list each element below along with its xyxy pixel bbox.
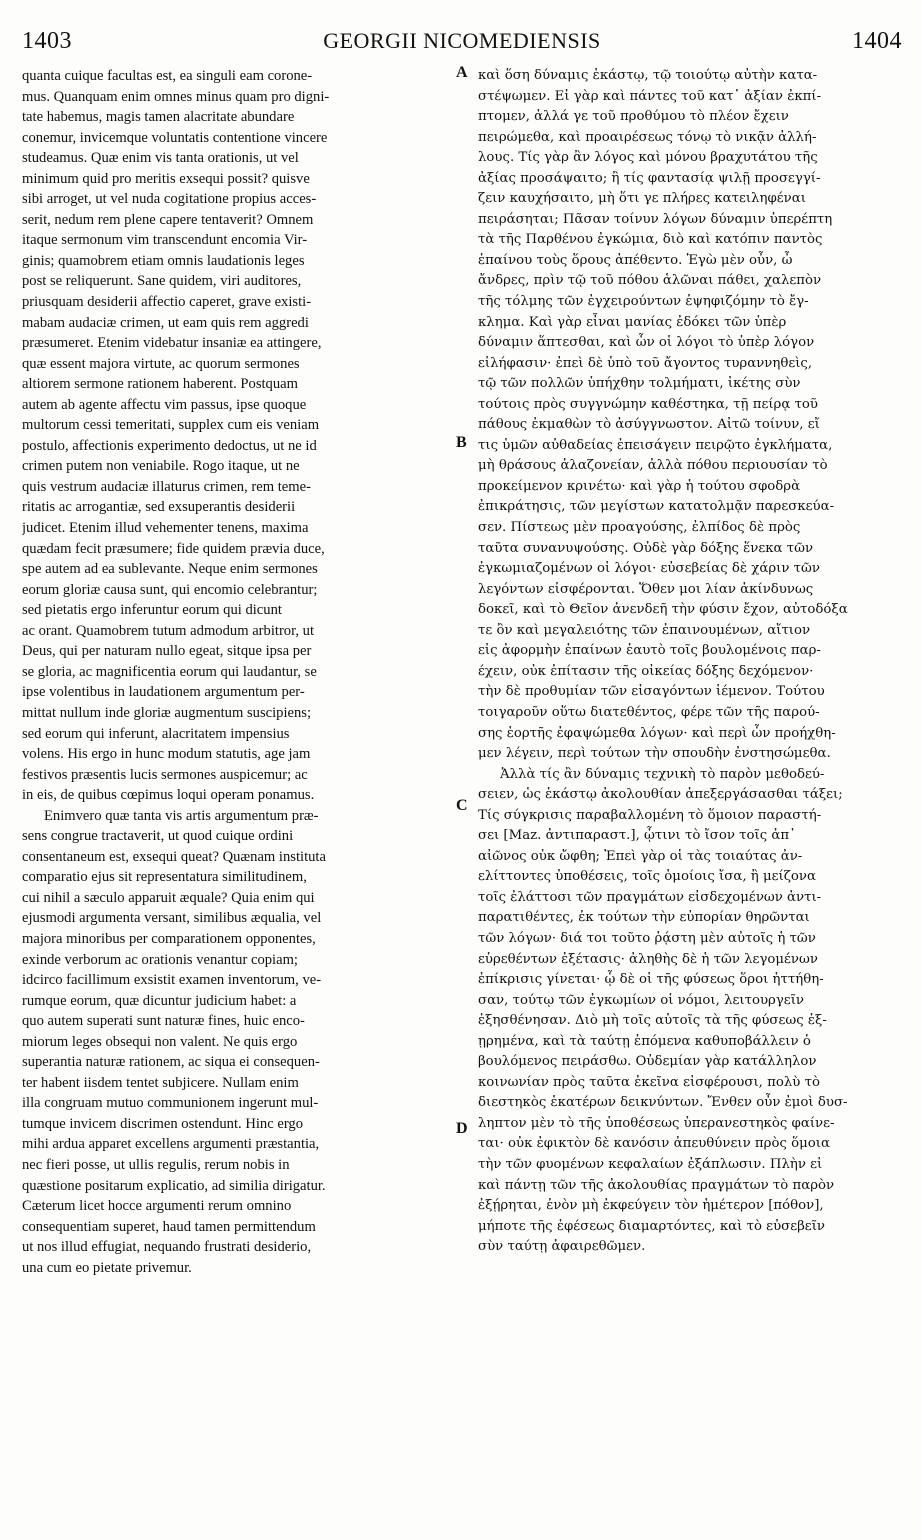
text-line: αἰῶνος οὐκ ὤφθη; Ἐπεὶ γὰρ οἱ τὰς τοιαύτας ἀν- — [478, 848, 803, 864]
text-line: quæstione positarum explicatio, ad similia dirigatur. — [22, 1177, 326, 1194]
text-line: ελίττοντες ὑποθέσεις, τοῖς ὁμοίοις ἴσα, ἢ μείζονα — [478, 869, 816, 885]
text-line: ληπτον μὲν τὸ τῆς ὑποθέσεως ὑπερανεστηκὸς φαίνε- — [478, 1115, 835, 1131]
text-line: studeamus. Quæ enim vis tanta orationis, ut vel — [22, 150, 299, 167]
text-line: festivos præsentis lucis sermones auspicemur; ac — [22, 766, 308, 783]
text-line: κοινωνίαν πρὸς ταῦτα ἐκεῖνα εἰσφέρουσι, πολὺ τὸ — [478, 1074, 820, 1090]
text-line: ἐγκωμιαζομένων οἱ λόγοι· εὐσεβείας δὲ χάριν τῶν — [478, 561, 820, 577]
text-line: in eis, de quibus cœpimus loqui operam ponamus. — [22, 787, 315, 804]
text-line: eorum gloriæ causa sunt, qui encomio celebrantur; — [22, 581, 318, 598]
text-line: cui nihil a sæculo apparuit æquale? Quia enim qui — [22, 889, 315, 906]
text-line: τὰ τῆς Παρθένου ἐγκώμια, διὸ καὶ κατόπιν παντὸς — [478, 232, 823, 248]
text-line: έχειν, οὐκ ἐπίτασιν τῆς οἰκείας δόξης δεχόμενον· — [478, 663, 814, 679]
text-line: mabam audaciæ crimen, ut eam quis rem aggredi — [22, 314, 309, 331]
text-line: multorum cessi temeritati, supplex cum eis veniam — [22, 417, 320, 434]
text-line: conemur, invicemque voluntatis contentione vincere — [22, 129, 328, 146]
gre-paragraph-1 — [478, 66, 888, 765]
text-line: εἰλήφασιν· ἐπεὶ δὲ ὑπὸ τοῦ ἄγοντος τυραννηθεὶς, — [478, 355, 813, 371]
text-line: πειράσηται; Πᾶσαν τοίνυν λόγων δύναμιν ὑπερέπτη — [478, 211, 833, 227]
text-line: sed pietatis ergo inferuntur eorum qui dicunt — [22, 602, 282, 619]
text-line: post se reliquerunt. Sane quidem, viri auditores, — [22, 273, 302, 290]
text-line: ταῦτα συνανυψούσης. Οὐδὲ γὰρ δόξης ἕνεκα τῶν — [478, 540, 814, 556]
text-line: crimen putem non veniabile. Rogo itaque, ut ne — [22, 458, 300, 475]
margin-marker-b: B — [456, 434, 467, 451]
text-line: volens. His ergo in hunc modum statutis, age jam — [22, 746, 311, 763]
text-line: τοιγαροῦν οὕτω διατεθέντος, φέρε τῶν τῆς παρού- — [478, 704, 820, 720]
text-line: Deus, qui per naturam nullo egeat, sitque ipsa per — [22, 643, 312, 660]
text-line: ῃρημένα, καὶ τὰ ταύτῃ ἑπόμενα καθυποβάλλειν ὁ — [478, 1033, 811, 1049]
text-line: ejusmodi argumenta versant, similibus æqualia, vel — [22, 910, 322, 927]
text-line: Enimvero quæ tanta vis artis argumentum præ- — [44, 807, 319, 824]
text-line: sens congrue tractaverit, ut quod cuique ordini — [22, 828, 294, 845]
text-line: σειεν, ὡς ἑκάστῳ ἀκολουθίαν ἀπεξεργάσασθαι τάξει; — [478, 787, 843, 803]
text-line: ἐξησθένησαν. Διὸ μὴ τοῖς αὐτοῖς τὰ τῆς φύσεως ἐξ- — [478, 1013, 827, 1029]
text-line: ipse volentibus in laudationem argumentum per- — [22, 684, 305, 701]
text-line: τῷ τῶν πολλῶν ὑπήχθην τολμήματι, ἱκέτης σὺν — [478, 376, 801, 392]
lat-paragraph-1 — [22, 66, 452, 806]
text-line: δοκεῖ, καὶ τὸ Θεῖον ἀνενδεῆ τὴν φύσιν ἔχον, αὐτοδόξα — [478, 602, 848, 618]
text-line: καὶ ὅση δύναμις ἑκάστῳ, τῷ τοιούτῳ αὐτὴν κατα- — [478, 68, 818, 83]
text-line: τοῖς ἐλάττοσι τῶν πραγμάτων εἰσδεχομένων ἀντι- — [478, 889, 822, 905]
text-line: ἀξίας προσάψαιτο; ἢ τίς φαντασίᾳ ψιλῇ προσεγγί- — [478, 170, 821, 186]
text-line: εἰς ἀφορμὴν ἐπαίνων ἑαυτὸ τοῖς βουλομένοις παρ- — [478, 643, 821, 659]
text-line: postulo, affectionis experimento dedoctus, ut ne id — [22, 437, 317, 454]
text-line: δύναμιν ἅπτεσθαι, καὶ ὧν οἱ λόγοι τὸ ὑπὲρ λόγον — [478, 335, 815, 351]
text-line: se gloria, ac magnificentia eorum qui laudantur, se — [22, 663, 317, 680]
text-line: sed eorum qui inferunt, alacritatem impensius — [22, 725, 290, 742]
text-line: consentaneum est, exsequi queat? Quænam instituta — [22, 848, 326, 865]
text-line: ἐξῄρηται, ἐνὸν μὴ ἐκφεύγειν τὸν ἡμέτερον [πόθον], — [478, 1198, 824, 1214]
text-line: idcirco facillimum exsistit examen inventorum, ve- — [22, 972, 322, 989]
text-line: μεν λέγειν, περὶ τούτων τὴν σπουδὴν ἐνστησώμεθα. — [478, 746, 831, 762]
text-line: mihi ardua apparet excellens argumenti præstantia, — [22, 1136, 320, 1153]
text-line: πάθους ἐκμαθὼν τὸ ἀσύγγνωστον. Αἰτῶ τοίνυν, εἴ — [478, 417, 820, 433]
text-line: τούτοις πρὸς συγγνώμην καθέστηκα, τῇ πείρᾳ τοῦ — [478, 396, 819, 412]
text-line: μὴ θράσους ἀλαζονείαν, ἀλλὰ πόθου περιουσίαν τὸ — [478, 458, 828, 474]
text-line: ἄνδρες, πρὶν τῷ τοῦ πόθου ἁλῶναι πάθει, χαλεπὸν — [478, 273, 822, 289]
text-line: ἐπαίνου τοὺς ὅρους ἀπέθεντο. Ἐγὼ μὲν οὖν, ὦ — [478, 252, 793, 268]
text-line: priusquam desiderii affectio caperet, grave existi- — [22, 294, 312, 311]
margin-marker-a: A — [456, 64, 468, 81]
text-line: exinde verborum ac orationis venantur copiam; — [22, 951, 298, 968]
text-line: ritatis ac arrogantiæ, sed exsuperantis desiderii — [22, 499, 296, 516]
text-line: λους. Τίς γὰρ ἂν λόγος καὶ μόνου βραχυτάτου τῆς — [478, 150, 818, 166]
text-line: στέψωμεν. Εἰ γὰρ καὶ πάντες τοῦ κατ᾽ ἀξίαν ἐκπί- — [478, 88, 822, 104]
text-line: præsumeret. Etenim videbatur insaniæ ea attingere, — [22, 335, 322, 352]
text-line: σὺν ταύτῃ ἀφαιρεθῶμεν. — [478, 1239, 646, 1255]
text-line: miorum leges obsequi non valent. Ne quis ergo — [22, 1033, 298, 1050]
text-line: minimum quid pro meritis exsequi possit? quisve — [22, 170, 310, 187]
text-line: consequentiam superet, haud tamen permittendum — [22, 1218, 316, 1235]
text-line: ginis; quamobrem etiam omnis laudationis leges — [22, 252, 305, 269]
margin-marker-c: C — [456, 797, 468, 814]
text-line: τὴν τῶν φυομένων κεφαλαίων ἐξάπλωσιν. Πλὴν εἰ — [478, 1156, 823, 1172]
text-line: Ἀλλὰ τίς ἂν δύναμις τεχνικὴ τὸ παρὸν μεθοδεύ- — [500, 766, 825, 782]
text-line: illa congruam mutuo communionem ingerunt mul- — [22, 1095, 319, 1112]
text-line: autem ab agente affectu vim passus, ipse quoque — [22, 396, 307, 413]
text-line: tumque invicem discrimen ostendunt. Hinc ergo — [22, 1115, 304, 1132]
text-line: κλημα. Καὶ γὰρ εἶναι μανίας ἐδόκει τῶν ὑπὲρ — [478, 314, 787, 330]
text-line: tate habemus, magis tamen alacritate abundare — [22, 109, 295, 126]
text-line: τῶν λόγων· διά τοι τοῦτο ῥᾴστη μὲν αὐτοῖς ἡ τῶν — [478, 930, 816, 946]
running-title: GEORGII NICOMEDIENSIS — [323, 28, 601, 53]
text-line: nec fieri posse, ut ullis regulis, rerum nobis in — [22, 1156, 290, 1173]
text-line: σει [Maz. ἀντιπαραστ.], ᾧτινι τὸ ἴσον τοῖς ἀπ᾽ — [478, 828, 796, 844]
text-line: quanta cuique facultas est, ea singuli eam corone- — [22, 68, 313, 84]
text-line: mittat nullum inde gloriæ augmentum suscipiens; — [22, 704, 312, 721]
text-line: σης ἑορτῆς ἐφαψώμεθα λόγων· καὶ περὶ ὧν προήχθη- — [478, 725, 836, 741]
latin-column — [22, 66, 452, 1278]
text-line: παρατιθέντες, ἐκ τούτων τὴν εὐπορίαν θηρῶνται — [478, 910, 810, 926]
text-line: quo autem superati sunt naturæ fines, huic enco- — [22, 1013, 305, 1030]
text-line: itaque sermonum vim transcendunt encomia Vir- — [22, 232, 308, 249]
gre-paragraph-2 — [478, 765, 888, 1258]
text-line: βουλόμενος πειράσθω. Οὐδεμίαν γὰρ κατάλληλον — [478, 1054, 817, 1070]
text-line: serit, nedum rem plene capere tentaverit? Omnem — [22, 211, 314, 228]
text-line: ἐπικράτησις, τῶν μεγίστων κατατολμᾷν παρεσκεύα- — [478, 499, 835, 515]
text-line: quæ essent majora virtute, ac quorum sermones — [22, 355, 300, 372]
text-line: sibi arroget, ut vel nuda cogitatione propius acces- — [22, 191, 317, 208]
text-line: spe autem ad ea sublevante. Neque enim sermones — [22, 561, 318, 578]
margin-marker-d: D — [456, 1120, 468, 1137]
text-line: rumque eorum, quæ dicuntur judicium habet: a — [22, 992, 297, 1009]
text-line: mus. Quanquam enim omnes minus quam pro digni- — [22, 88, 330, 105]
text-line: ter habent iisdem tentet subjicere. Nullam enim — [22, 1074, 299, 1091]
text-line: quis vestrum audaciæ illaturus crimen, rem teme- — [22, 478, 311, 495]
text-line: προκείμενον κρινέτω· καὶ γὰρ ἡ τούτου σφοδρὰ — [478, 478, 801, 494]
text-line: σαν, τούτῳ τῶν ἐγκωμίων οἱ νόμοι, λειτουργεῖν — [478, 992, 804, 1008]
text-line: comparatio ejus sit representatura similitudinem, — [22, 869, 307, 886]
text-line: ac orant. Quamobrem tutum admodum arbitror, ut — [22, 622, 315, 639]
text-line: Cæterum licet hocce argumenti rerum omnino — [22, 1198, 292, 1215]
text-line: Τίς σύγκρισις παραβαλλομένη τὸ ὅμοιον παραστή- — [478, 807, 822, 823]
text-line: τις ὑμῶν αὐθαδείας ἐπεισάγειν πειρῷτο ἐγκλήματα, — [478, 437, 833, 453]
text-line: λεγόντων εἰσφέρονται. Ὅθεν μοι λίαν ἀκίνδυνως — [478, 581, 814, 597]
text-line: ται· οὐκ ἐφικτὸν δὲ κανόσιν ἀπευθύνειν πρὸς ὅμοια — [478, 1136, 830, 1152]
text-line: τε ὂν καὶ μεγαλειότης τῶν ἐπαινουμένων, αἴτιον — [478, 622, 811, 638]
text-line: ut nos illud effugiat, nequando frustrati desiderio, — [22, 1239, 312, 1256]
text-line: superantia naturæ rationem, ac siqua ei consequen- — [22, 1054, 320, 1071]
text-line: majora minoribus per comparationem opponentes, — [22, 930, 316, 947]
text-line: πτομεν, ἀλλά γε τοῦ προθύμου τὸ πλέον ἔχειν — [478, 109, 789, 125]
text-line: ζειν καυχήσαιτο, μὴ ὅτι γε πλήρες κατειληφέναι — [478, 191, 806, 207]
text-line: τὴν δὲ προθυμίαν τῶν εἰσαγόντων ἱέμενον. Τούτου — [478, 684, 825, 700]
text-line: εὑρεθέντων ἐξέτασις· ἀληθὴς δὲ ἡ τῶν λεγομένων — [478, 951, 818, 967]
page-header — [22, 12, 902, 52]
text-line: judicet. Etenim illud vehementer tenens, maxima — [22, 520, 309, 537]
text-line: ἐπίκρισις γίνεται· ᾧ δὲ οἱ τῆς φύσεως ὅροι ἡττήθη- — [478, 972, 824, 988]
text-line: τῆς τόλμης τῶν ἐγχειρούντων ἐψηφιζόμην τὸ ἔγ- — [478, 294, 809, 310]
text-line: σεν. Πίστεως μὲν προαγούσης, ἐλπίδος δὲ πρὸς — [478, 520, 801, 536]
text-line: quædam fecit præsumere; fide quidem prævia duce, — [22, 540, 325, 557]
text-line: καὶ πάντῃ τῶν τῆς ἀκολουθίας πραγμάτων τὸ παρὸν — [478, 1177, 835, 1193]
text-line: μήποτε τῆς ἐφέσεως διαμαρτόντες, καὶ τὸ εὐσεβεῖν — [478, 1218, 825, 1234]
page-number-right: 1404 — [852, 28, 902, 54]
greek-column — [478, 66, 888, 1258]
text-line: altiorem sermone rationem haberent. Postquam — [22, 376, 298, 393]
lat-paragraph-2 — [22, 806, 452, 1279]
text-line: διεστηκὸς ἑκατέρων δεικνύντων. Ἔνθεν οὖν ἐμοὶ δυσ- — [478, 1095, 848, 1111]
text-line: una cum eo pietate privemur. — [22, 1259, 192, 1276]
text-line: πειρώμεθα, καὶ προαιρέσεως τόνῳ τὸ νικᾷν ἀλλή- — [478, 129, 817, 145]
page-number-left: 1403 — [22, 28, 72, 54]
